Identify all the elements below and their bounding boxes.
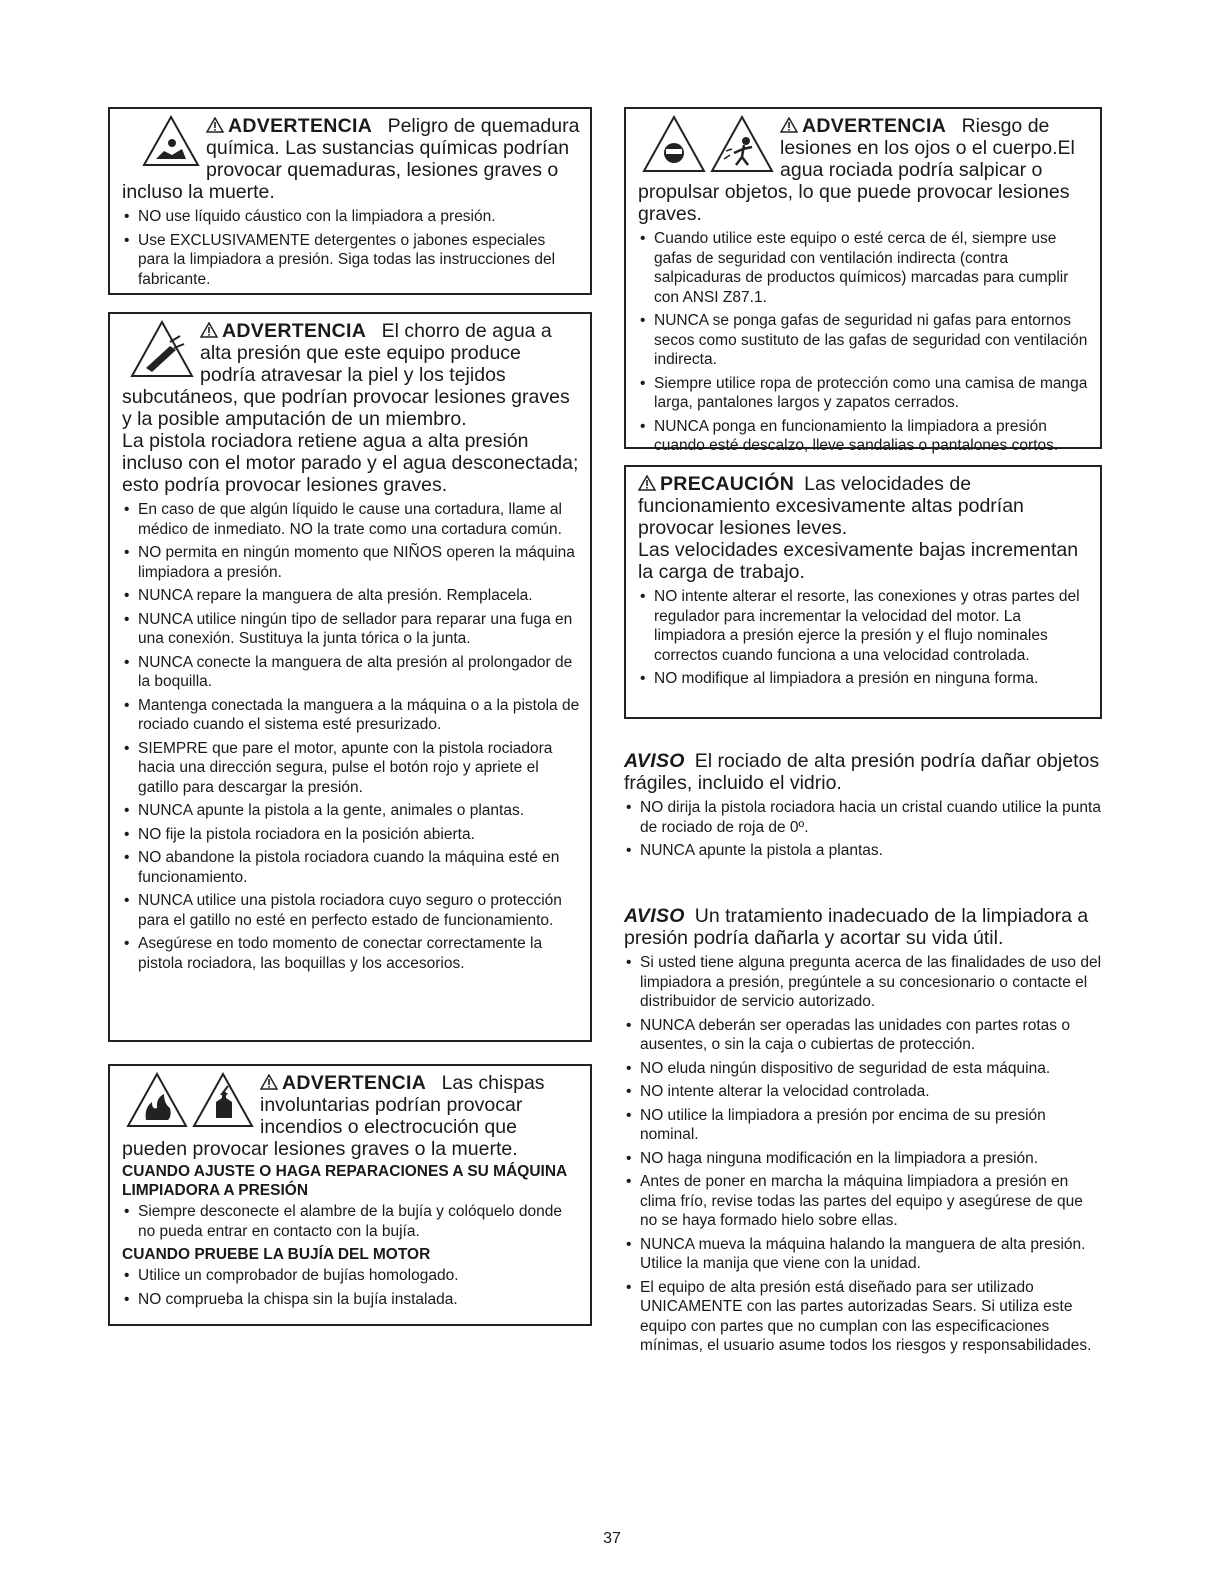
warning-body: La pistola rociadora retiene agua a alta presión incluso con el motor parado y el agua desconectada; esto podría provocar lesiones graves. bbox=[122, 430, 579, 496]
list-item: • NO permita en ningún momento que NIÑOS operen la máquina limpiadora a presión. bbox=[122, 543, 580, 582]
warning-text: Las chispas involuntarias podrían provocar incendios o electrocución que pueden provocar lesiones graves o la muerte. bbox=[122, 1072, 545, 1160]
warning-sparks bbox=[108, 1064, 592, 1326]
warning-list bbox=[638, 229, 1090, 456]
warning-list bbox=[122, 1266, 580, 1309]
list-item: • NO comprueba la chispa sin la bujía instalada. bbox=[122, 1290, 580, 1310]
signal-word: ADVERTENCIA bbox=[228, 115, 373, 137]
list-item: • NO intente alterar la velocidad controlada. bbox=[624, 1082, 1102, 1102]
alert-triangle-icon bbox=[200, 322, 218, 338]
warning-text: El chorro de agua a alta presión que este equipo produce podría atravesar la piel y los tejidos subcutáneos, que podrían provocar lesiones graves y la posible amputación de un miembro. bbox=[122, 320, 570, 430]
list-item: • SIEMPRE que pare el motor, apunte con la pistola rociadora hacia una dirección segura, pulse el botón rojo y apriete el gatillo para descargar la presión. bbox=[122, 739, 580, 798]
notice-text: Un tratamiento inadecuado de la limpiadora a presión podría dañarla y acortar su vida útil. bbox=[624, 905, 1089, 949]
signal-word: AVISO bbox=[624, 750, 685, 772]
list-item: • Antes de poner en marcha la máquina limpiadora a presión en clima frío, revise todas las partes del equipo y asegúrese de que no se haya formado hielo sobre ellas. bbox=[624, 1172, 1102, 1231]
list-item: • NO intente alterar el resorte, las conexiones y otras partes del regulador para incrementar la velocidad del motor. La limpiadora a presión ejerce la presión y el flujo nominales correctos cuando funciona a una velocidad controlada. bbox=[638, 587, 1090, 665]
list-item: • Mantenga conectada la manguera a la máquina o a la pistola de rociado cuando el sistema esté presurizado. bbox=[122, 696, 580, 735]
list-item: • NO utilice la limpiadora a presión por encima de su presión nominal. bbox=[624, 1106, 1102, 1145]
warning-text: Riesgo de lesiones en los ojos o el cuerpo.El agua rociada podría salpicar o propulsar objetos, lo que puede provocar lesiones graves. bbox=[638, 115, 1075, 225]
hazard-icons bbox=[126, 1072, 254, 1128]
alert-triangle-icon bbox=[206, 117, 224, 133]
list-item: • El equipo de alta presión está diseñado para ser utilizado UNICAMENTE con las partes autorizadas Sears. Si utiliza este equipo con partes que no cumplan con las especificaciones mínimas, el usuario asume todos los riesgos y responsabilidades. bbox=[624, 1278, 1102, 1356]
list-item: • NO modifique al limpiadora a presión en ninguna forma. bbox=[638, 669, 1090, 689]
list-item: • Use EXCLUSIVAMENTE detergentes o jabones especiales para la limpiadora a presión. Siga todas las instrucciones del fabricante. bbox=[122, 231, 580, 290]
alert-triangle-icon bbox=[260, 1074, 278, 1090]
warning-heading bbox=[122, 320, 580, 430]
page-number: 37 bbox=[603, 1530, 621, 1547]
warning-list bbox=[122, 500, 580, 973]
notice-list bbox=[624, 953, 1102, 1356]
notice-heading bbox=[624, 750, 1102, 794]
list-item: • Si usted tiene alguna pregunta acerca de las finalidades de uso del limpiadora a presión, pregúntele a su concesionario o contacte el distribuidor de servicio autorizado. bbox=[624, 953, 1102, 1012]
notice-list bbox=[624, 798, 1102, 861]
list-item: • Siempre desconecte el alambre de la bujía y colóquelo donde no pueda entrar en contacto con la bujía. bbox=[122, 1202, 580, 1241]
warning-text: Peligro de quemadura química. Las sustancias químicas podrían provocar quemaduras, lesiones graves o incluso la muerte. bbox=[122, 115, 580, 203]
list-item: • NO use líquido cáustico con la limpiadora a presión. bbox=[122, 207, 580, 227]
notice-fragile-objects bbox=[624, 750, 1102, 865]
subheading-spark-test: CUANDO PRUEBE LA BUJÍA DEL MOTOR bbox=[122, 1246, 431, 1263]
signal-word: AVISO bbox=[624, 905, 685, 927]
notice-improper-treatment bbox=[624, 905, 1102, 1360]
injection-hazard-icon bbox=[130, 320, 194, 378]
projectile-hazard-icon bbox=[710, 115, 774, 173]
signal-word: ADVERTENCIA bbox=[282, 1072, 427, 1094]
warning-list bbox=[122, 1202, 580, 1241]
caution-heading bbox=[638, 473, 1090, 539]
list-item: • NUNCA se ponga gafas de seguridad ni gafas para entornos secos como sustituto de las gafas de seguridad con ventilación indirecta. bbox=[638, 311, 1090, 370]
list-item: • NO abandone la pistola rociadora cuando la máquina esté en funcionamiento. bbox=[122, 848, 580, 887]
alert-triangle-icon bbox=[780, 117, 798, 133]
warning-heading bbox=[122, 1072, 580, 1160]
list-item: • En caso de que algún líquido le cause una cortadura, llame al médico de inmediato. NO la trate como una cortadura común. bbox=[122, 500, 580, 539]
list-item: • NO haga ninguna modificación en la limpiadora a presión. bbox=[624, 1149, 1102, 1169]
warning-heading bbox=[122, 115, 580, 203]
warning-chemical-burn bbox=[108, 107, 592, 295]
caution-speed bbox=[624, 465, 1102, 719]
hazard-icons bbox=[130, 320, 194, 378]
list-item: • NO fije la pistola rociadora en la posición abierta. bbox=[122, 825, 580, 845]
electrocution-icon bbox=[192, 1072, 254, 1128]
notice-heading bbox=[624, 905, 1102, 949]
caution-list bbox=[638, 587, 1090, 689]
caution-text: Las velocidades de funcionamiento excesivamente altas podrían provocar lesiones leves. bbox=[638, 473, 1024, 539]
list-item: • Utilice un comprobador de bujías homologado. bbox=[122, 1266, 580, 1286]
list-item: • NUNCA apunte la pistola a la gente, animales o plantas. bbox=[122, 801, 580, 821]
alert-triangle-icon bbox=[638, 475, 656, 491]
list-item: • NUNCA conecte la manguera de alta presión al prolongador de la boquilla. bbox=[122, 653, 580, 692]
warning-high-pressure bbox=[108, 312, 592, 1042]
list-item: • NO dirija la pistola rociadora hacia un cristal cuando utilice la punta de rociado de roja de 0º. bbox=[624, 798, 1102, 837]
list-item: • NUNCA apunte la pistola a plantas. bbox=[624, 841, 1102, 861]
signal-word: PRECAUCIÓN bbox=[660, 473, 795, 495]
list-item: • Asegúrese en todo momento de conectar correctamente la pistola rociadora, las boquillas y los accesorios. bbox=[122, 934, 580, 973]
list-item: • NUNCA ponga en funcionamiento la limpiadora a presión cuando esté descalzo, lleve sandalias o pantalones cortos. bbox=[638, 417, 1090, 456]
list-item: • NUNCA deberán ser operadas las unidades con partes rotas o ausentes, o sin la caja o cubiertas de protección. bbox=[624, 1016, 1102, 1055]
list-item: • Cuando utilice este equipo o esté cerca de él, siempre use gafas de seguridad con ventilación indirecta (contra salpicaduras de productos químicos) marcadas para cumplir con ANSI Z87.1. bbox=[638, 229, 1090, 307]
warning-heading bbox=[638, 115, 1090, 225]
subheading-repairs: CUANDO AJUSTE O HAGA REPARACIONES A SU MÁQUINA LIMPIADORA A PRESIÓN bbox=[122, 1163, 567, 1199]
list-item: • NUNCA repare la manguera de alta presión. Remplacela. bbox=[122, 586, 580, 606]
notice-text: El rociado de alta presión podría dañar objetos frágiles, incluido el vidrio. bbox=[624, 750, 1100, 794]
signal-word: ADVERTENCIA bbox=[222, 320, 367, 342]
chemical-burn-icon bbox=[142, 115, 200, 167]
warning-eye-injury bbox=[624, 107, 1102, 454]
fire-icon bbox=[126, 1072, 188, 1128]
list-item: • NUNCA utilice una pistola rociadora cuyo seguro o protección para el gatillo no esté en perfecto estado de funcionamiento. bbox=[122, 891, 580, 930]
list-item: • NUNCA utilice ningún tipo de sellador para reparar una fuga en una conexión. Sustituya la junta tórica o la junta. bbox=[122, 610, 580, 649]
signal-word: ADVERTENCIA bbox=[802, 115, 947, 137]
caution-body: Las velocidades excesivamente bajas incrementan la carga de trabajo. bbox=[638, 539, 1079, 583]
list-item: • NO eluda ningún dispositivo de seguridad de esta máquina. bbox=[624, 1059, 1102, 1079]
warning-list bbox=[122, 207, 580, 289]
hazard-icons bbox=[142, 115, 200, 167]
list-item: • NUNCA mueva la máquina halando la manguera de alta presión. Utilice la manija que viene con la unidad. bbox=[624, 1235, 1102, 1274]
hazard-icons bbox=[642, 115, 774, 173]
list-item: • Siempre utilice ropa de protección como una camisa de manga larga, pantalones largos y zapatos cerrados. bbox=[638, 374, 1090, 413]
eye-protection-icon bbox=[642, 115, 706, 173]
